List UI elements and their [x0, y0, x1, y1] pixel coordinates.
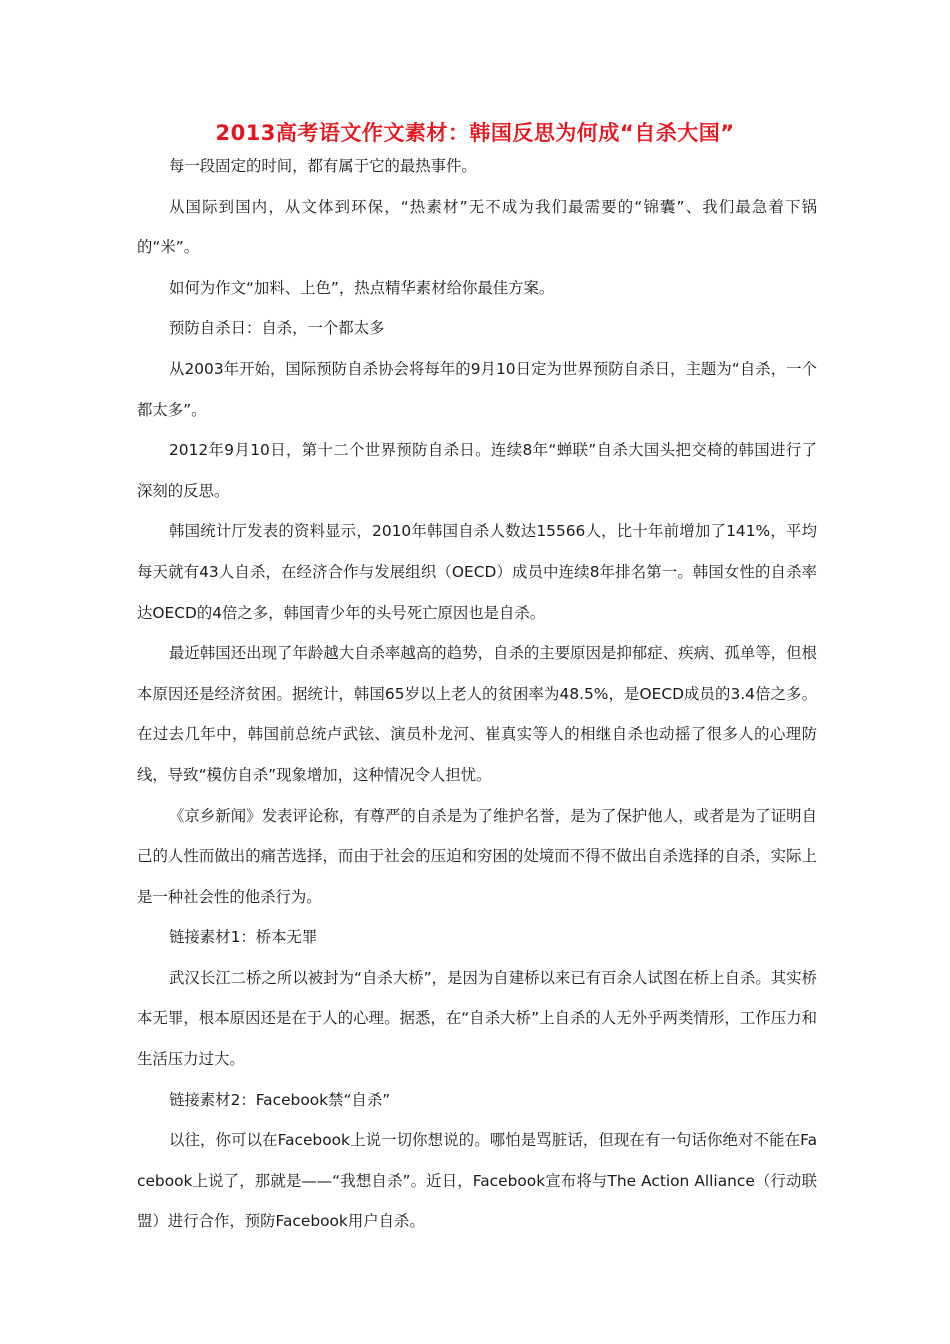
section-heading: 链接素材2：Facebook禁“自杀” — [169, 1090, 391, 1109]
paragraph: 《京乡新闻》发表评论称，有尊严的自杀是为了维护名誉，是为了保护他人，或者是为了证明自己的人性而做出的痛苦选择，而由于社会的压迫和穷困的处境而不得不做出自杀选择的自杀，实际上是一种社会性的他杀行为。 — [137, 806, 817, 906]
paragraph: 韩国统计厅发表的资料显示，2010年韩国自杀人数达15566人，比十年前增加了141%，平均每天就有43人自杀，在经济合作与发展组织（OECD）成员中连续8年排名第一。韩国女性的自杀率达OECD的4倍之多，韩国青少年的头号死亡原因也是自杀。 — [137, 522, 817, 622]
paragraph: 每一段固定的时间，都有属于它的最热事件。 — [169, 157, 477, 175]
paragraph: 最近韩国还出现了年龄越大自杀率越高的趋势，自杀的主要原因是抑郁症、疾病、孤单等，但根本原因还是经济贫困。据统计，韩国65岁以上老人的贫困率为48.5%，是OECD成员的3.4倍之多。在过去几年中，韩国前总统卢武铉、演员朴龙河、崔真实等人的相继自杀也动摇了很多人的心理防线，导致“模仿自杀”现象增加，这种情况令人担忧。 — [137, 644, 817, 784]
paragraph: 以往，你可以在Facebook上说一切你想说的。哪怕是骂脏话，但现在有一句话你绝对不能在Facebook上说了，那就是——“我想自杀”。近日，Facebook宣布将与The Action Alliance（行动联盟）进行合作，预防Facebook用户自杀。 — [137, 1131, 817, 1231]
paragraph: 从国际到国内，从文体到环保，“热素材”无不成为我们最需要的“锦囊”、我们最急着下锅的“米”。 — [137, 197, 817, 257]
section-heading: 链接素材1：桥本无罪 — [169, 928, 318, 947]
section-heading: 预防自杀日：自杀，一个都太多 — [169, 319, 385, 338]
paragraph: 从2003年开始，国际预防自杀协会将每年的9月10日定为世界预防自杀日，主题为“自杀，一个都太多”。 — [137, 359, 817, 419]
paragraph: 2012年9月10日，第十二个世界预防自杀日。连续8年“蝉联”自杀大国头把交椅的韩国进行了深刻的反思。 — [137, 441, 817, 500]
document-title: 2013高考语文作文素材：韩国反思为何成“自杀大国” — [215, 121, 735, 145]
paragraph: 如何为作文“加料、上色”，热点精华素材给你最佳方案。 — [169, 278, 555, 297]
document-body — [137, 146, 817, 1242]
paragraph: 武汉长江二桥之所以被封为“自杀大桥”，是因为自建桥以来已有百余人试图在桥上自杀。其实桥本无罪，根本原因还是在于人的心理。据悉，在“自杀大桥”上自杀的人无外乎两类情形，工作压力和生活压力过大。 — [137, 968, 817, 1069]
